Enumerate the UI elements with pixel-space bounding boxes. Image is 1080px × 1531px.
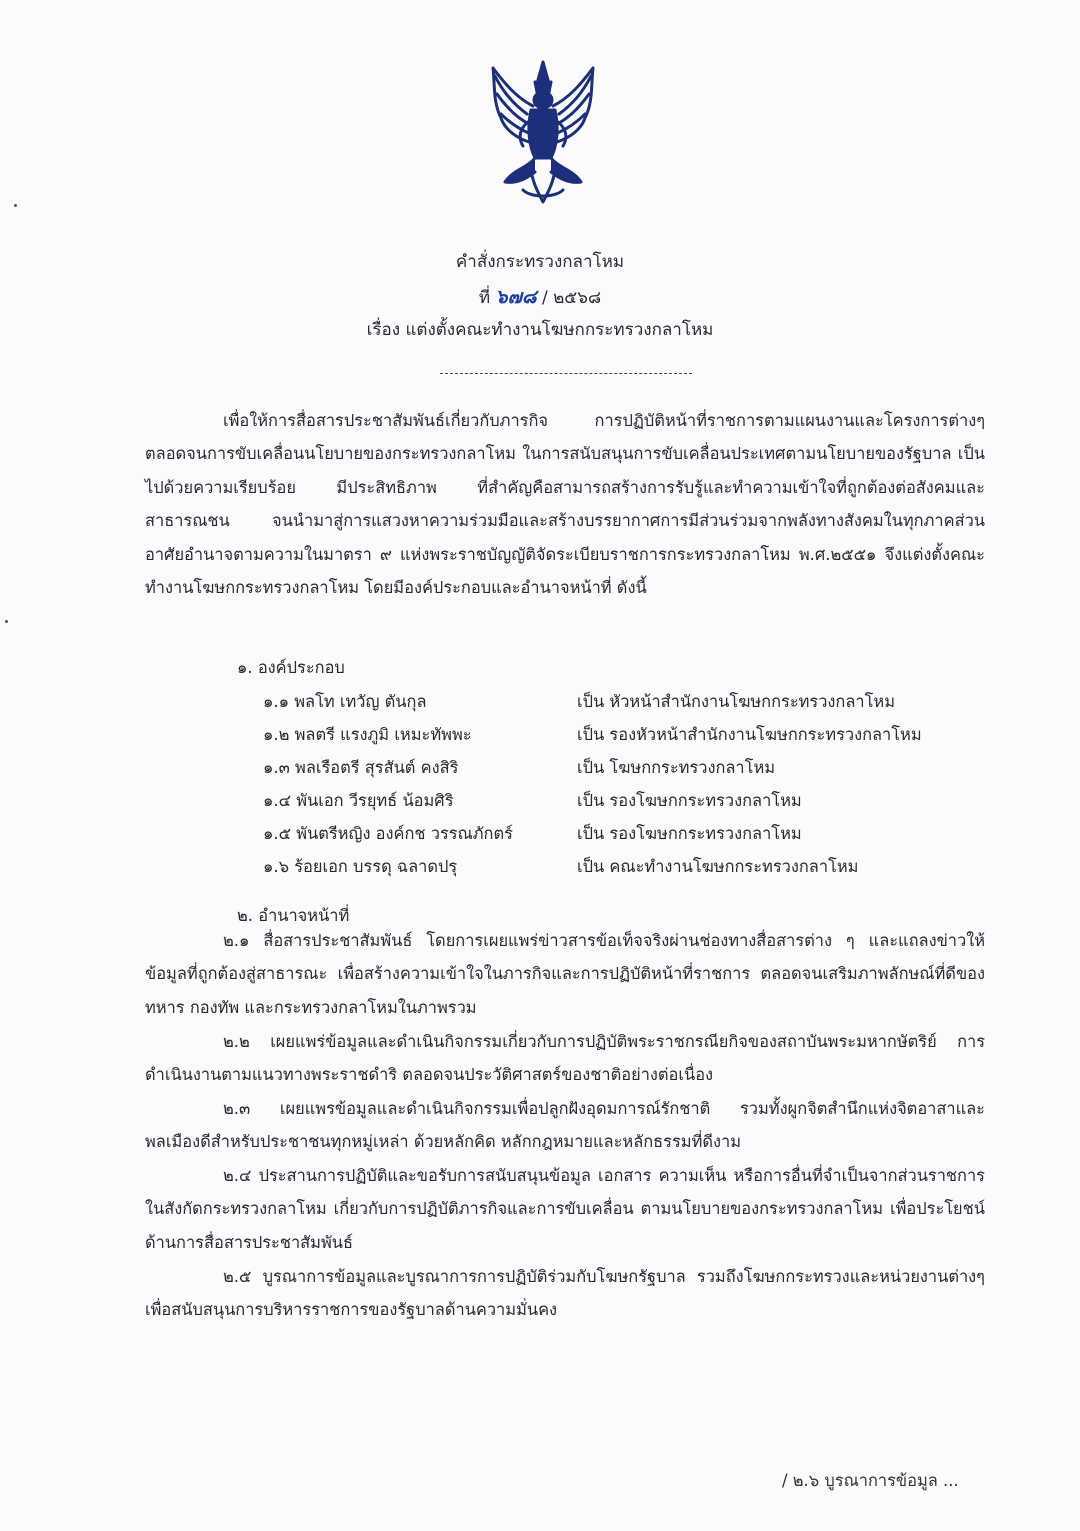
duty-paragraph: ๒.๓ เผยแพรข้อมูลและดำเนินกิจกรรมเพื่อปลูกฝังอุดมการณ์รักชาติ รวมทั้งผูกจิตสำนึกแห่งจิตอาสาและพลเมืองดีสำหรับประชาชนทุกหมู่เหล่า ด้วยหลักคิด หลักกฎหมายและหลักธรรมที่ดีงาม <box>145 1099 985 1152</box>
member-role: เป็น รองหัวหน้าสำนักงานโฆษกกระทรวงกลาโหม <box>577 725 922 744</box>
member-name: ๑.๔ พันเอก วีรยุทธ์ น้อมศิริ <box>263 791 454 810</box>
member-name: ๑.๓ พลเรือตรี สุรสันต์ คงสิริ <box>263 758 459 777</box>
order-subject: เรื่อง แต่งตั้งคณะทำงานโฆษกกระทรวงกลาโหม <box>366 320 714 340</box>
scan-speck <box>14 204 17 207</box>
duty-paragraph: ๒.๑ สื่อสารประชาสัมพันธ์ โดยการเผยแพร่ข่าวสารข้อเท็จจริงผ่านช่องทางสื่อสารต่าง ๆ และแถลงข่าวให้ข้อมูลที่ถูกต้องสู่สาธารณะ เพื่อสร้างความเข้าใจในภารกิจและการปฏิบัติหน้าที่ราชการ ตลอดจนเสริมภาพลักษณ์ที่ดีของทหาร กองทัพ และกระทรวงกลาโหมในภาพรวม <box>145 931 985 1017</box>
member-role: เป็น รองโฆษกกระทรวงกลาโหม <box>577 824 802 843</box>
garuda-emblem <box>483 58 603 206</box>
member-role: เป็น รองโฆษกกระทรวงกลาโหม <box>577 791 802 810</box>
duty-paragraph: ๒.๕ บูรณาการข้อมูลและบูรณาการการปฏิบัติร่วมกับโฆษกรัฐบาล รวมถึงโฆษกกระทรวงและหน่วยงานต่างๆ เพื่อสนับสนุนการบริหารราชการของรัฐบาลด้านความมั่นคง <box>145 1267 985 1320</box>
title-divider <box>440 373 692 374</box>
section-duties-heading: ๒. อำนาจหน้าที่ <box>237 906 350 925</box>
member-name: ๑.๕ พันตรีหญิง องค์กช วรรณภักตร์ <box>263 824 513 843</box>
member-name: ๑.๒ พลตรี แรงภูมิ เหมะทัพพะ <box>263 725 472 744</box>
order-number-year: / ๒๕๖๘ <box>541 288 602 308</box>
section-composition-heading: ๑. องค์ประกอบ <box>237 658 345 677</box>
member-role: เป็น คณะทำงานโฆษกกระทรวงกลาโหม <box>577 857 859 876</box>
member-name: ๑.๖ ร้อยเอก บรรดุ ฉลาดปรุ <box>263 857 458 876</box>
order-title: คำสั่งกระทรวงกลาโหม <box>455 252 625 272</box>
member-role: เป็น โฆษกกระทรวงกลาโหม <box>577 758 776 777</box>
scan-speck <box>5 620 8 623</box>
duty-paragraph: ๒.๒ เผยแพร่ข้อมูลและดำเนินกิจกรรมเกี่ยวกับการปฏิบัติพระราชกรณียกิจของสถาบันพระมหากษัตริย์ การดำเนินงานตามแนวทางพระราชดำริ ตลอดจนประวัติศาสตร์ของชาติอย่างต่อเนื่อง <box>145 1032 985 1085</box>
continuation-note: / ๒.๖ บูรณาการข้อมูล ... <box>782 1471 959 1490</box>
intro-paragraph: เพื่อให้การสื่อสารประชาสัมพันธ์เกี่ยวกับภารกิจ การปฏิบัติหน้าที่ราชการตามแผนงานและโครงการต่างๆ ตลอดจนการขับเคลื่อนนโยบายของกระทรวงกลาโหม ในการสนับสนุนการขับเคลื่อนประเทศตามนโยบายของรัฐบาล เป็นไปด้วยความเรียบร้อย มีประสิทธิภาพ ที่สำคัญคือสามารถสร้างการรับรู้และทำความเข้าใจที่ถูกต้องต่อสังคมและสาธารณชน จนนำมาสู่การแสวงหาความร่วมมือและสร้างบรรยากาศการมีส่วนร่วมจากพลังทางสังคมในทุกภาคส่วน อาศัยอำนาจตามความในมาตรา ๙ แห่งพระราชบัญญัติจัดระเบียบราชการกระทรวงกลาโหม พ.ศ.๒๕๕๑ จึงแต่งตั้งคณะทำงานโฆษกกระทรวงกลาโหม โดยมีองค์ประกอบและอำนาจหน้าที่ ดังนี้ <box>145 411 985 598</box>
order-number-prefix: ที่ <box>478 288 491 308</box>
duty-paragraph: ๒.๔ ประสานการปฏิบัติและขอรับการสนับสนุนข้อมูล เอกสาร ความเห็น หรือการอื่นที่จำเป็นจากส่วนราชการในสังกัดกระทรวงกลาโหม เกี่ยวกับการปฏิบัติภารกิจและการขับเคลื่อน ตามนโยบายของกระทรวงกลาโหม เพื่อประโยชน์ด้านการสื่อสารประชาสัมพันธ์ <box>145 1166 985 1252</box>
order-number-handwritten: ๖๗๘ <box>495 286 537 308</box>
member-name: ๑.๑ พลโท เทวัญ ตันกุล <box>263 692 427 711</box>
order-number <box>0 282 1080 312</box>
member-role: เป็น หัวหน้าสำนักงานโฆษกกระทรวงกลาโหม <box>577 692 896 711</box>
